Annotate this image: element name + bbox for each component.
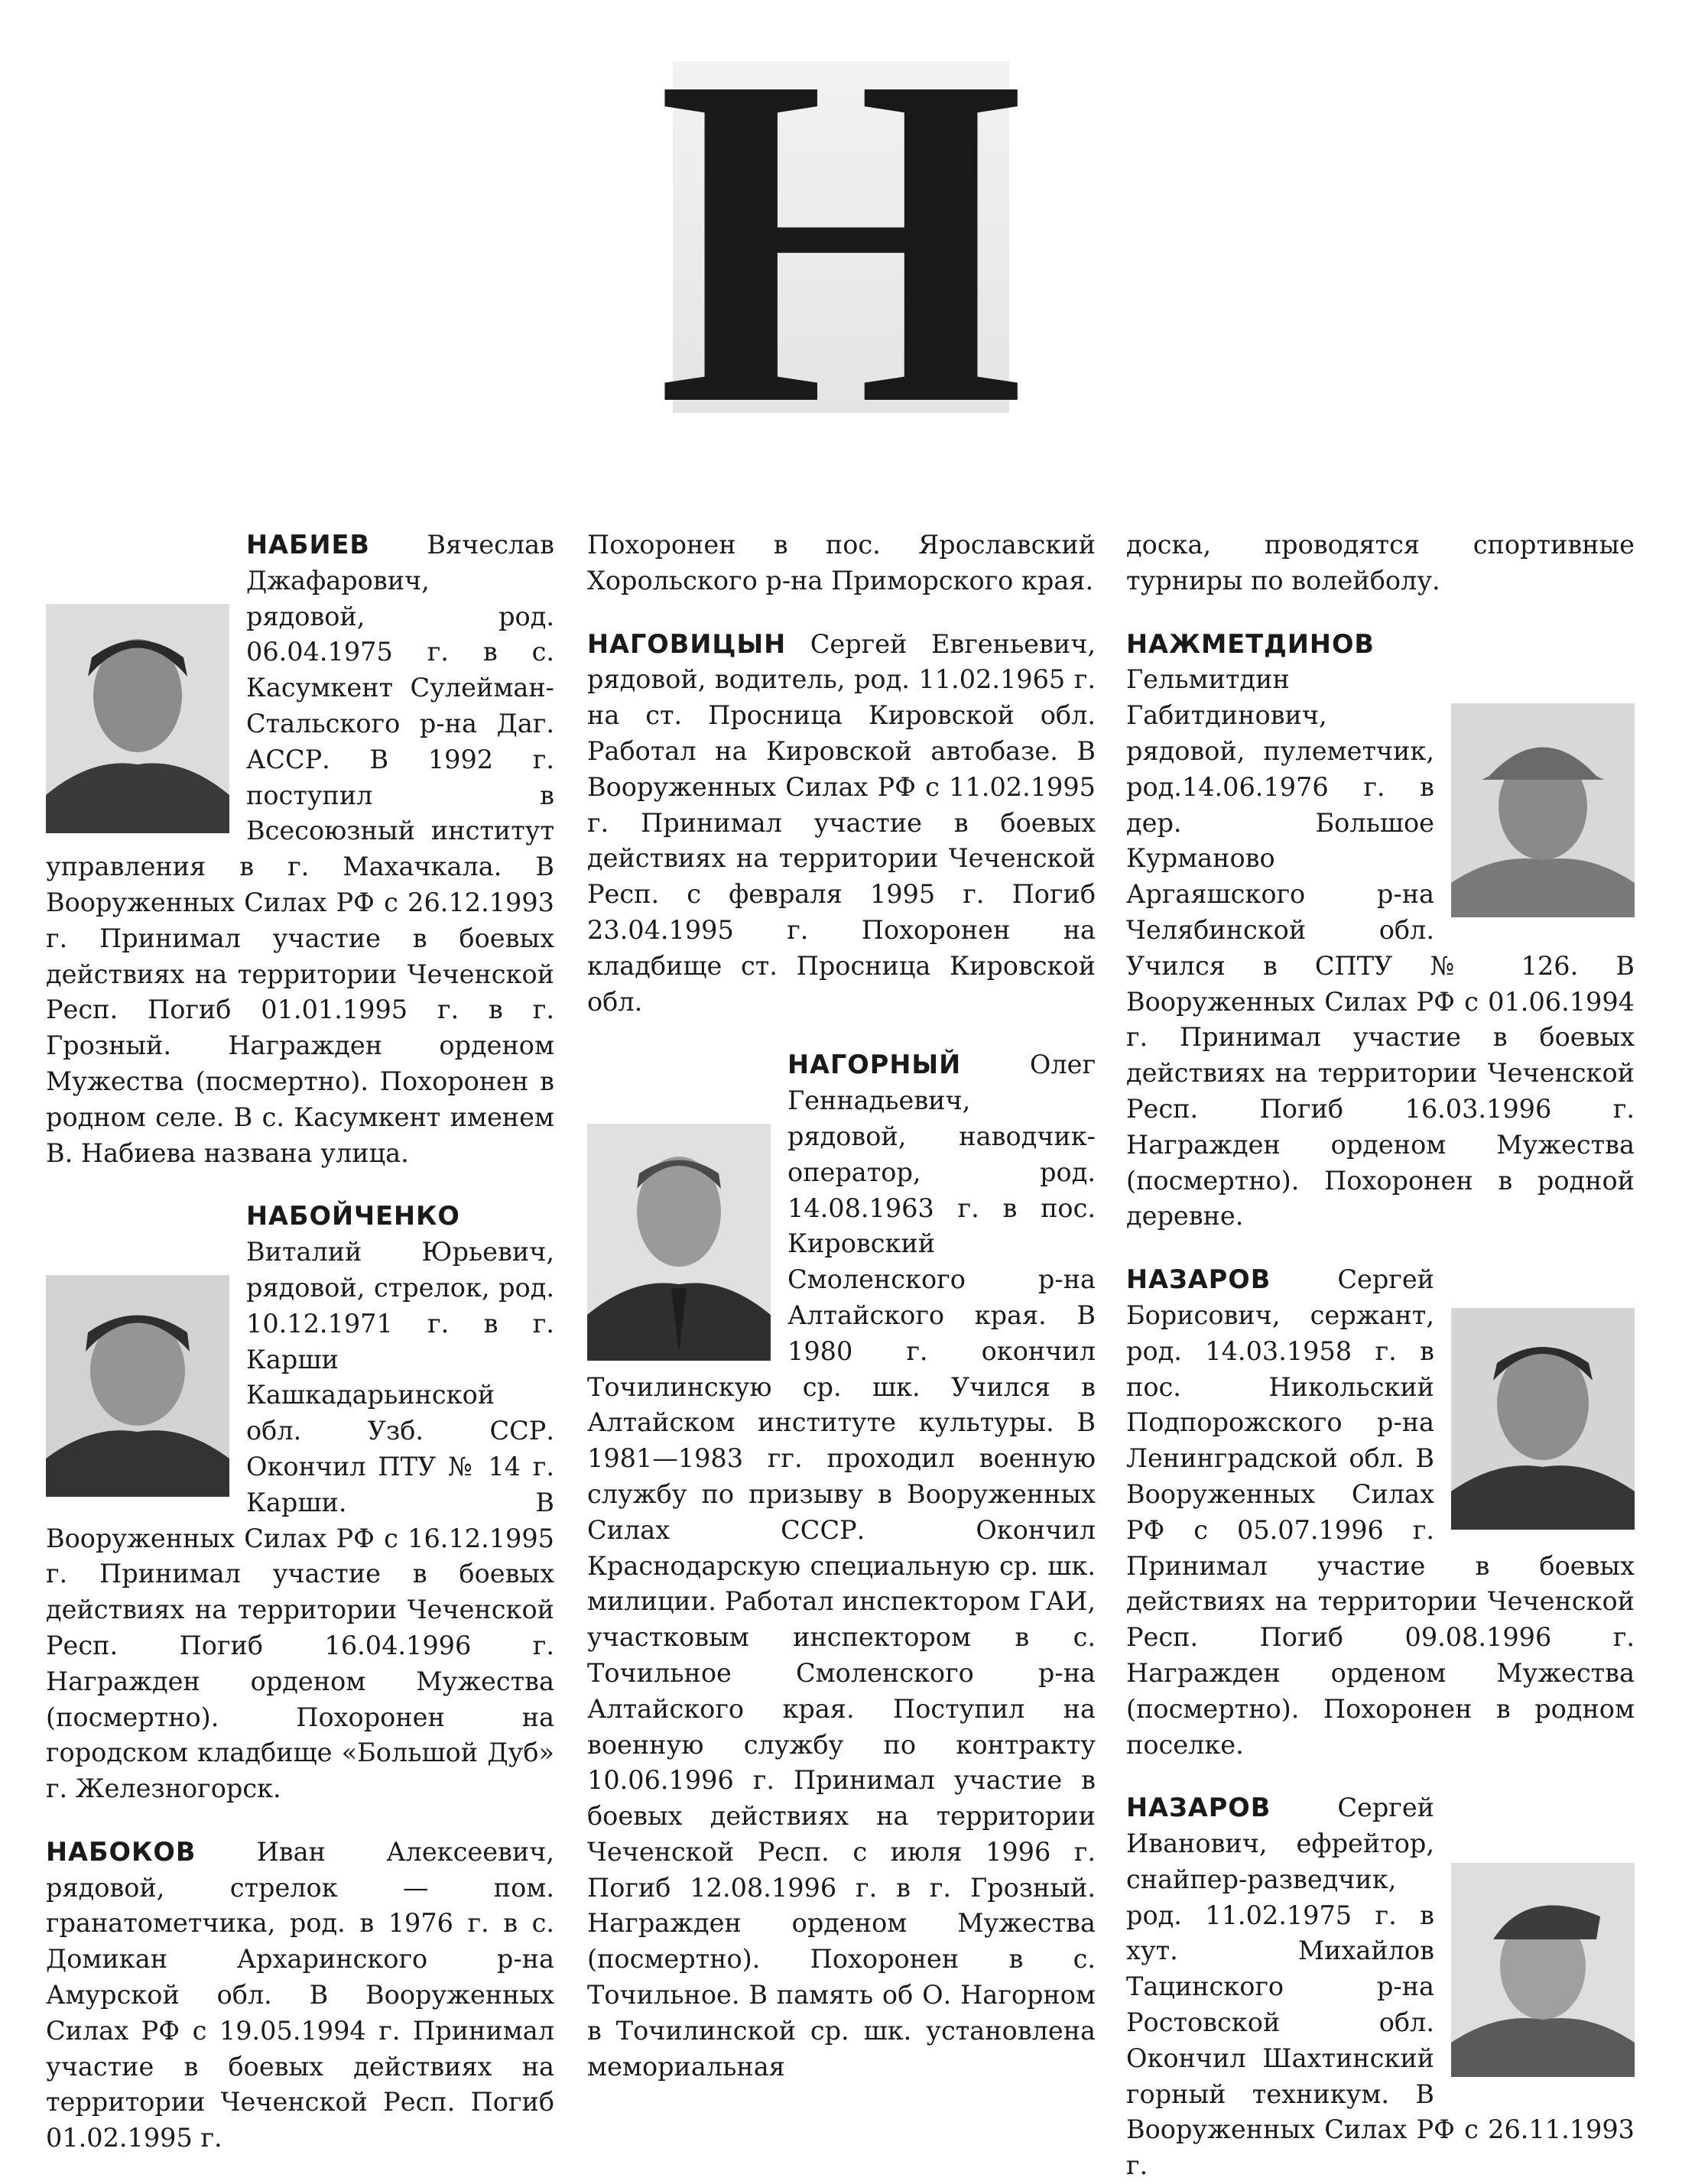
entry-surname: НАЖМЕТДИНОВ [1126,628,1375,659]
entry-surname: НАГОРНЫЙ [787,1050,962,1080]
entry-surname: НАГОВИЦЫН [587,628,787,659]
entry-continuation [1126,527,1635,599]
column-1 [46,527,554,2156]
entry-text: доска, проводятся спортивные турниры по волейболу. [1126,530,1635,595]
entry-text: Иван Алексеевич, рядовой, стрелок — пом. гранатометчика, род. в 1976 г. в с. Домикан Архаринского р-на Амурской обл. В Вооруженных Силах РФ с 19.05.1994 г. Принимал участие в боевых действиях на территории Чеченской Респ. Погиб 01.02.1995 г. [46,1836,554,2153]
entry-nabokov [46,1835,554,2156]
entry-text: Сергей Евгеньевич, рядовой, водитель, род. 11.02.1965 г. на ст. Просница Кировской обл. Работал на Кировской автобазе. В Вооруженных Силах РФ с 11.02.1995 г. Принимал участие в боевых действиях на территории Чеченской Респ. с февраля 1995 г. Погиб 23.04.1995 г. Похоронен на кладбище ст. Просница Кировской обл. [587,628,1096,1017]
portrait-photo [1451,1863,1635,2077]
column-3 [1126,527,1635,2184]
entry-text: Гельмитдин Габитдинович, рядовой, пулеметчик, род.14.06.1976 г. в дер. Большое Курманово Аргаяшского р-на Челябинской обл. Учился в СПТУ № 126. В Вооруженных Силах РФ с 01.06.1994 г. Принимал участие в боевых действиях на территории Чеченской Респ. Погиб 16.03.1996 г. Награжден орденом Мужества (посмертно). Похоронен в родной деревне. [1126,664,1635,1232]
entry-nabiev [46,527,554,1171]
entry-nagorny [587,1047,1096,2085]
portrait-photo [46,1275,229,1497]
entry-text: Сергей Борисович, сержант, род. 14.03.1958 г. в пос. Никольский Подпорожского р-на Ленинградской обл. В Вооруженных Силах РФ с 05.07.1996 г. Принимал участие в боевых действиях на территории Чеченской Респ. Погиб 09.08.1996 г. Награжден орденом Мужества (посмертно). Похоронен в родном поселке. [1126,1264,1635,1760]
section-letter [656,0,1026,503]
entry-naboichenko [46,1199,554,1807]
entry-surname: НАБОЙЧЕНКО [246,1201,460,1232]
entry-surname: НАЗАРОВ [1126,1264,1271,1295]
entry-nazarov-si [1126,1790,1635,2184]
entry-surname: НАЗАРОВ [1126,1793,1271,1823]
entry-continuation [587,527,1096,599]
portrait-photo [46,604,229,833]
entry-text: Похоронен в пос. Ярославский Хорольского р-на Приморского края. [587,530,1096,595]
entry-surname: НАБИЕВ [246,530,370,560]
entry-text: Виталий Юрьевич, рядовой, стрелок, род. 10.12.1971 г. в г. Карши Кашкадарьинской обл. Узб. ССР. Окончил ПТУ № 14 г. Карши. В Вооруженных Силах РФ с 16.12.1995 г. Принимал участие в боевых действиях на территории Чеченской Респ. Погиб 16.04.1996 г. Награжден орденом Мужества (посмертно). Похоронен на городском кладбище «Большой Дуб» г. Железногорск. [46,1237,554,1804]
section-letter-glyph: Н [656,0,1026,503]
entry-nazhmetdinov [1126,627,1635,1235]
portrait-photo [1451,1308,1635,1530]
entry-text: Сергей Иванович, ефрейтор, снайпер-разведчик, род. 11.02.1975 г. в хут. Михайлов Тацинского р-на Ростовской обл. Окончил Шахтинский горный техникум. В Вооруженных Силах РФ с 26.11.1993 г. [1126,1793,1635,2181]
entry-text: Вячеслав Джафарович, рядовой, род. 06.04.1975 г. в с. Касумкент Сулейман-Стальского р-на Даг. АССР. В 1992 г. поступил в Всесоюзный институт управления в г. Махачкала. В Вооруженных Силах РФ с 26.12.1993 г. Принимал участие в боевых действиях на территории Чеченской Респ. Погиб 01.01.1995 г. в г. Грозный. Награжден орденом Мужества (посмертно). Похоронен в родном селе. В с. Касумкент именем В. Набиева названа улица. [46,530,554,1168]
entry-surname: НАБОКОВ [46,1836,196,1867]
entry-nazarov-sb [1126,1262,1635,1763]
entry-text: Олег Геннадьевич, рядовой, наводчик-оператор, род. 14.08.1963 г. в пос. Кировский Смоленского р-на Алтайского края. В 1980 г. окончил Точилинскую ср. шк. Учился в Алтайском институте культуры. В 1981—1983 гг. проходил военную службу по призыву в Вооруженных Силах СССР. Окончил Краснодарскую специальную ср. шк. милиции. Работал инспектором ГАИ, участковым инспектором в с. Точильное Смоленского р-на Алтайского края. Поступил на военную службу по контракту 10.06.1996 г. Принимал участие в боевых действиях на территории Чеченской Респ. с июля 1996 г. Погиб 12.08.1996 г. в г. Грозный. Награжден орденом Мужества (посмертно). Похоронен в с. Точильное. В память об О. Нагорном в Точилинской ср. шк. установлена мемориальная [587,1050,1096,2082]
portrait-photo [587,1124,771,1361]
entry-nagovitsyn [587,627,1096,1021]
portrait-photo [1451,703,1635,917]
column-2 [587,527,1096,2085]
